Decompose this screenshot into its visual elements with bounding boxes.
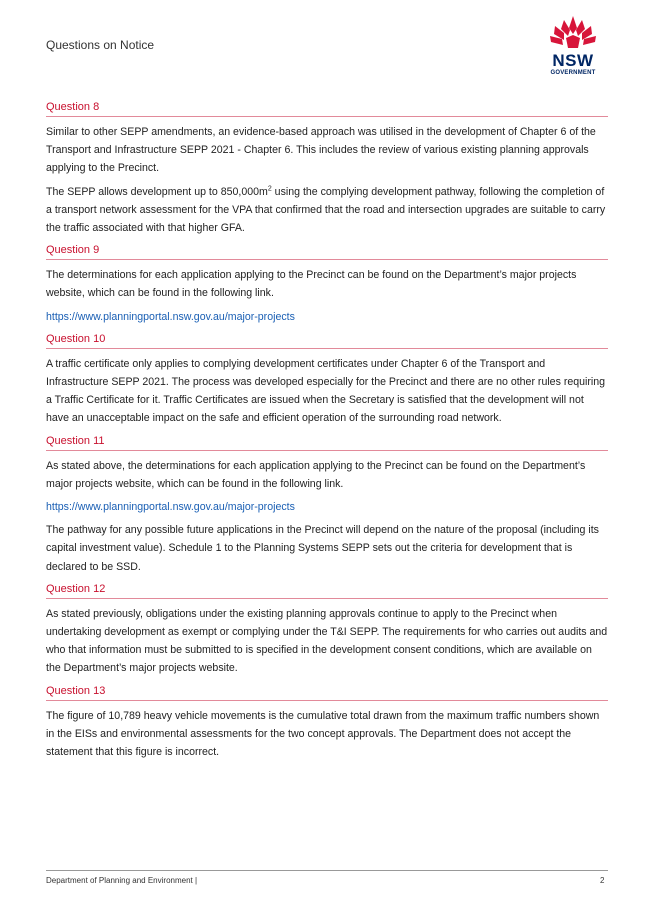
major-projects-link[interactable]: https://www.planningportal.nsw.gov.au/major-projects: [46, 310, 295, 323]
page-header-title: Questions on Notice: [46, 38, 155, 52]
answer-text: The SEPP allows development up to 850,000m: [46, 185, 268, 198]
answer-paragraph: As stated previously, obligations under the existing planning approvals continue to apply to the Precinct when undertaking development as exempt or complying under the T&I SEPP. The requirements for who carries out audits and who that information must be submitted to is specified in the development consent conditions, which are available on the Department’s major projects website.: [46, 607, 608, 675]
question-heading: Question 13: [46, 684, 608, 701]
question-heading: Question 11: [46, 434, 608, 451]
answer-paragraph: The pathway for any possible future applications in the Precinct will depend on the nature of the proposal (including its capital investment value). Schedule 1 to the Planning Systems SEPP sets out the criteria for development that is declared to be SSD.: [46, 524, 599, 573]
question-heading: Question 9: [46, 243, 608, 260]
page-number: 2: [600, 876, 605, 885]
question-heading: Question 10: [46, 332, 608, 349]
question-8-section: [46, 100, 608, 237]
government-logo-text: GOVERNMENT: [550, 70, 596, 76]
answer-paragraph: As stated above, the determinations for each application applying to the Precinct can be found on the Department’s major projects website, which can be found in the following link.: [46, 459, 586, 490]
question-12-section: [46, 582, 608, 678]
footer-department: Department of Planning and Environment |: [46, 876, 198, 885]
answer-paragraph: The determinations for each application applying to the Precinct can be found on the Department’s major projects website, which can be found in the following link.: [46, 269, 577, 300]
question-10-section: [46, 332, 608, 428]
question-heading: Question 8: [46, 100, 608, 117]
major-projects-link[interactable]: https://www.planningportal.nsw.gov.au/major-projects: [46, 501, 295, 514]
question-9-section: [46, 243, 608, 326]
answer-paragraph: [46, 183, 608, 238]
nsw-logo-text: NSW: [552, 51, 594, 70]
footer-divider: [46, 870, 608, 871]
question-heading: Question 12: [46, 582, 608, 599]
nsw-government-logo: [542, 12, 604, 80]
superscript-2: 2: [267, 185, 272, 193]
answer-paragraph: The figure of 10,789 heavy vehicle movements is the cumulative total drawn from the maximum traffic numbers shown in the EISs and environmental assessments for the two concept approvals. The Department does not accept the statement that this figure is incorrect.: [46, 709, 600, 759]
questions-content: [46, 100, 608, 767]
question-13-section: [46, 684, 608, 762]
question-11-section: [46, 434, 608, 576]
answer-text: using the complying development pathway, following the completion of a transport network assessment for the VPA that confirmed that the road and intersection upgrades are suitable to carry the traffic associated with that higher GFA.: [46, 185, 606, 235]
answer-paragraph: A traffic certificate only applies to complying development certificates under Chapter 6 of the Transport and Infrastructure SEPP 2021. The process was developed especially for the Precinct and there are no other rules requiring a Traffic Certificate for it. Traffic Certificates are issued when the Secretary is satisfied that the development will not have an unacceptable impact on the safe and efficient operation of the surrounding road network.: [46, 357, 606, 425]
waratah-icon: [542, 12, 604, 54]
answer-paragraph: Similar to other SEPP amendments, an evidence-based approach was utilised in the development of Chapter 6 of the Transport and Infrastructure SEPP 2021 - Chapter 6. This includes the review of various existing planning approvals applying to the Precinct.: [46, 126, 596, 175]
